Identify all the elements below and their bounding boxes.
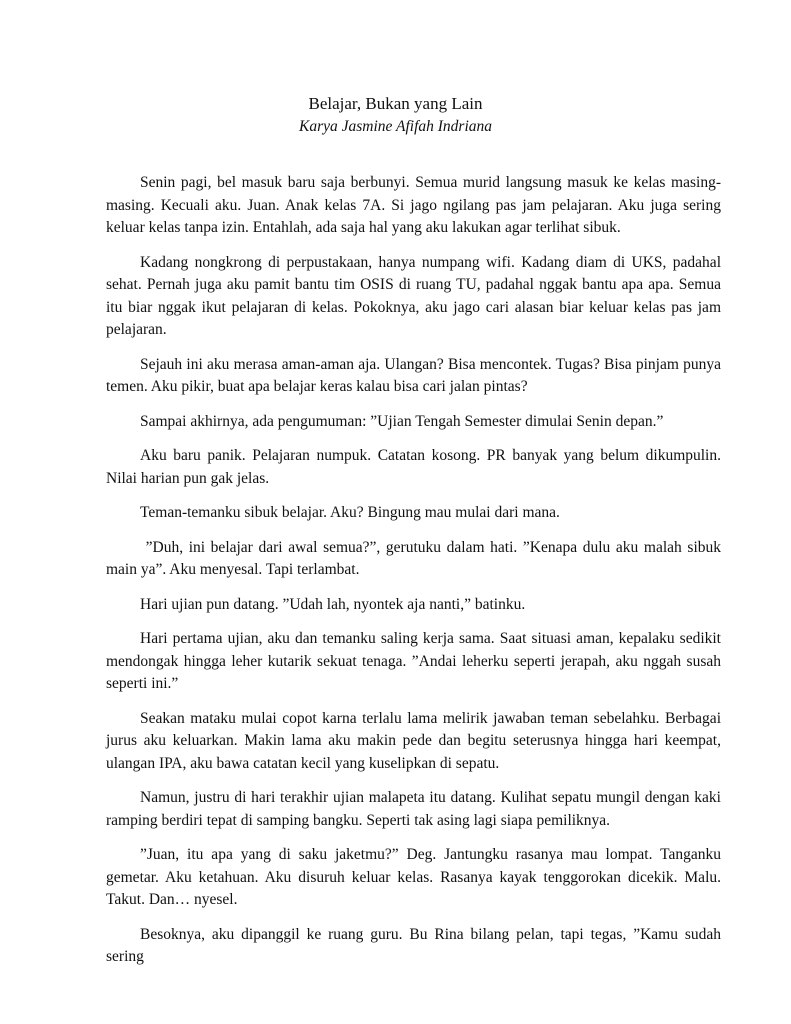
paragraph: Senin pagi, bel masuk baru saja berbunyi. Semua murid langsung masuk ke kelas masing-masing. Kecuali aku. Juan. Anak kelas 7A. Si jago ngilang pas jam pelajaran. Aku juga sering keluar kelas tanpa izin. Entahlah, ada saja hal yang aku lakukan agar terlihat sibuk.	[106, 174, 725, 236]
paragraph: Teman-temanku sibuk belajar. Aku? Bingung mau mulai dari mana.	[140, 504, 560, 521]
document-author: Karya Jasmine Afifah Indriana	[298, 118, 493, 135]
paragraph: Besoknya, aku dipanggil ke ruang guru. Bu Rina bilang pelan, tapi tegas, ”Kamu sudah sering	[106, 925, 725, 965]
document-body	[106, 172, 725, 981]
paragraph: Hari pertama ujian, aku dan temanku saling kerja sama. Saat situasi aman, kepalaku sedikit mendongak hingga leher kutarik sekuat tenaga. ”Andai leherku seperti jerapah, aku nggah susah seperti ini.”	[106, 630, 725, 692]
paragraph: Namun, justru di hari terakhir ujian malapeta itu datang. Kulihat sepatu mungil dengan kaki ramping berdiri tepat di samping bangku. Seperti tak asing lagi siapa pemiliknya.	[106, 789, 725, 829]
paragraph: Hari ujian pun datang. ”Udah lah, nyontek aja nanti,” batinku.	[140, 595, 526, 613]
paragraph: ”Juan, itu apa yang di saku jaketmu?” Deg. Jantungku rasanya mau lompat. Tanganku gemetar. Aku ketahuan. Aku disuruh keluar kelas. Rasanya kayak tenggorokan dicekik. Malu. Takut. Dan… nyesel.	[106, 846, 725, 908]
paragraph: Sejauh ini aku merasa aman-aman aja. Ulangan? Bisa mencontek. Tugas? Bisa pinjam punya temen. Aku pikir, buat apa belajar keras kalau bisa cari jalan pintas?	[106, 355, 725, 395]
paragraph: Kadang nongkrong di perpustakaan, hanya numpang wifi. Kadang diam di UKS, padahal sehat. Pernah juga aku pamit bantu tim OSIS di ruang TU, padahal nggak bantu apa apa. Semua itu biar nggak ikut pelajaran di kelas. Pokoknya, aku jago cari alasan biar keluar kelas pas jam pelajaran.	[106, 253, 725, 338]
paragraph: Aku baru panik. Pelajaran numpuk. Catatan kosong. PR banyak yang belum dikumpulin. Nilai harian pun gak jelas.	[106, 447, 725, 487]
paragraph: Seakan mataku mulai copot karna terlalu lama melirik jawaban teman sebelahku. Berbagai jurus aku keluarkan. Makin lama aku makin pede dan begitu seterusnya hingga hari keempat, ulangan IPA, aku bawa catatan kecil yang kuselipkan di sepatu.	[106, 709, 725, 772]
paragraph: ”Duh, ini belajar dari awal semua?”, gerutuku dalam hati. ”Kenapa dulu aku malah sibuk main ya”. Aku menyesal. Tapi terlambat.	[106, 538, 725, 578]
paragraph: Sampai akhirnya, ada pengumuman: ”Ujian Tengah Semester dimulai Senin depan.”	[140, 412, 664, 430]
document-title: Belajar, Bukan yang Lain	[308, 94, 483, 113]
